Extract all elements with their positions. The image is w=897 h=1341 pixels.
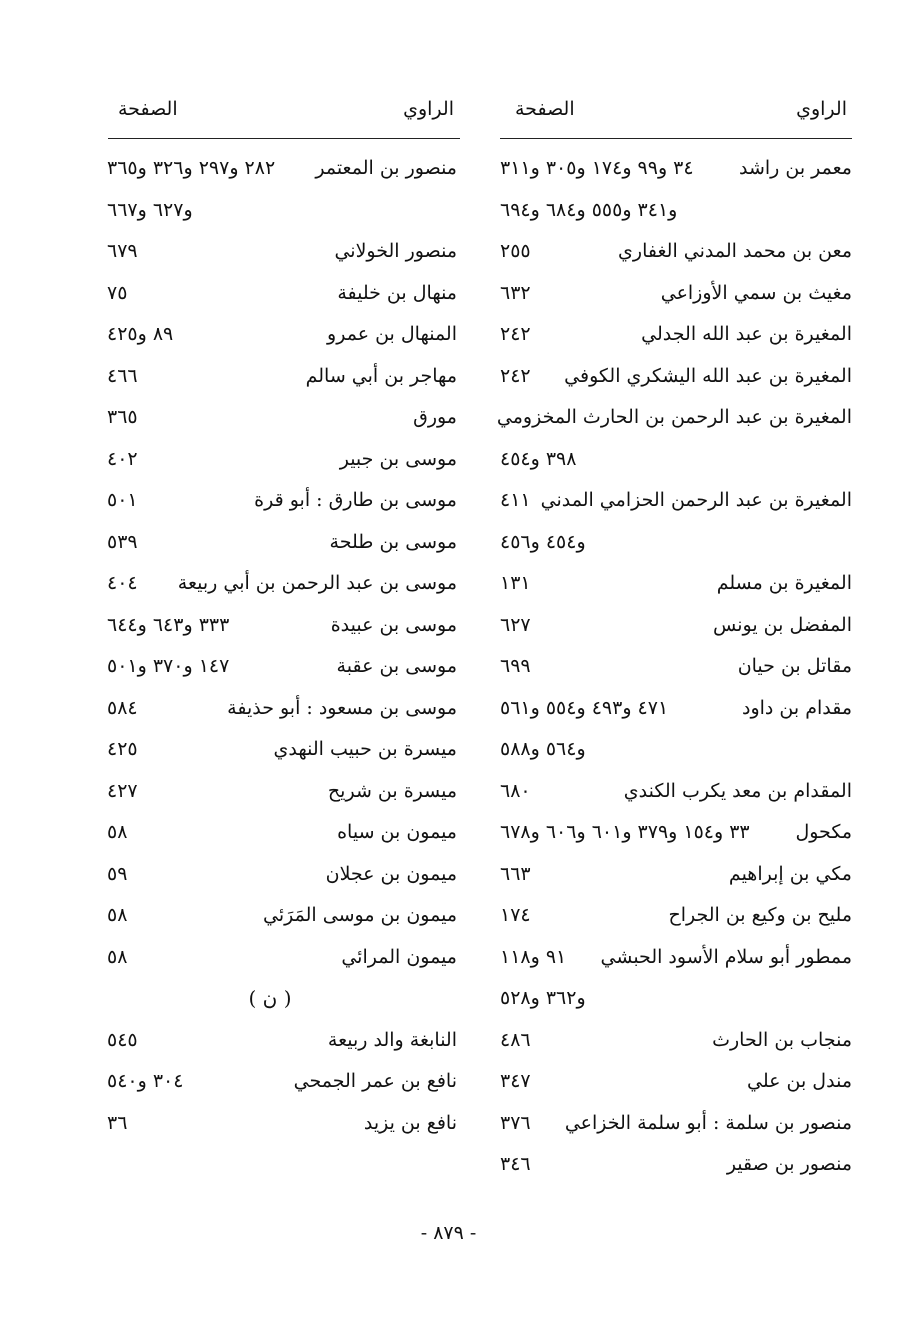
entry-pages: ٨٩ و٤٢٥: [107, 323, 174, 345]
narrator-name: ممطور أبو سلام الأسود الحبشي: [600, 945, 852, 968]
index-entry: [105, 192, 457, 228]
narrator-name: المغيرة بن مسلم: [716, 572, 852, 594]
entry-pages-continued: و٣٤١ و٥٥٥ و٦٨٤ و٦٩٤: [500, 198, 678, 221]
entry-pages: ٤١١: [500, 489, 531, 511]
narrator-name: المقدام بن معد يكرب الكندي: [623, 779, 852, 802]
entry-pages: ٧٥: [107, 281, 128, 304]
entry-pages-continued: و٤٥٤ و٤٥٦: [500, 530, 586, 553]
narrator-name: موسى بن عبد الرحمن بن أبي ربيعة: [177, 572, 457, 594]
index-entry: [105, 150, 457, 186]
index-entry: [105, 690, 457, 726]
index-entry: [495, 814, 852, 850]
entry-pages: ٤٠٤: [107, 572, 138, 594]
narrator-name: منجاب بن الحارث: [712, 1028, 852, 1051]
index-entry: [105, 648, 457, 684]
entry-pages: ٦٦٣: [500, 862, 531, 885]
narrator-name: منصور بن صقير: [726, 1153, 852, 1175]
narrator-name: منصور بن المعتمر: [315, 157, 457, 179]
header-narrator-right: الراوي: [796, 98, 847, 120]
index-entry: [495, 939, 852, 975]
entry-pages-continued: ٣٩٨ و٤٥٤: [500, 447, 577, 470]
narrator-name: المغيرة بن عبد الرحمن بن الحارث المخزومي: [496, 406, 852, 428]
entry-pages: ٣٣٣ و٦٤٣ و٦٤٤: [107, 613, 230, 636]
index-entry: [495, 524, 852, 560]
entry-pages: ٥٤٥: [107, 1028, 138, 1051]
index-entry: [105, 607, 457, 643]
entry-pages: ٤٧١ و٤٩٣ و٥٥٤ و٥٦١: [500, 696, 669, 719]
entry-pages: ٣٤٦: [500, 1153, 531, 1175]
narrator-name: المغيرة بن عبد الله الجدلي: [641, 323, 852, 345]
index-entry: [105, 1022, 457, 1058]
entry-pages: ٣٧٦: [500, 1111, 531, 1134]
narrator-name: مكحول: [795, 821, 852, 843]
entry-pages: ٣٠٤ و٥٤٠: [107, 1070, 184, 1092]
narrator-name: مكي بن إبراهيم: [728, 862, 852, 885]
index-entry: [495, 1105, 852, 1141]
index-entry: [495, 980, 852, 1016]
index-entry: [495, 731, 852, 767]
index-entry: [105, 939, 457, 975]
index-entry: [495, 233, 852, 269]
entry-pages-continued: و٦٢٧ و٦٦٧: [107, 198, 193, 221]
entry-pages: ٥٨: [107, 945, 128, 968]
entry-pages: ٦٧٩: [107, 240, 138, 262]
header-page-left: الصفحة: [118, 98, 178, 120]
narrator-name: موسى بن جبير: [339, 447, 457, 470]
entry-pages: ٣٣ و١٥٤ و٣٧٩ و٦٠١ و٦٠٦ و٦٧٨: [500, 821, 750, 843]
narrator-name: معمر بن راشد: [739, 157, 852, 179]
index-entry: [105, 897, 457, 933]
narrator-name: مليح بن وكيع بن الجراح: [668, 904, 852, 926]
narrator-name: نافع بن عمر الجمحي: [293, 1070, 457, 1092]
narrator-name: ميسرة بن شريح: [327, 779, 457, 802]
narrator-name: منصور الخولاني: [334, 240, 457, 262]
index-entry: [495, 897, 852, 933]
index-entry: [105, 275, 457, 311]
entry-pages: ٣٦٥: [107, 406, 138, 428]
narrator-name: موسى بن عقبة: [336, 655, 457, 677]
index-entry: [495, 1146, 852, 1182]
narrator-name: منصور بن سلمة : أبو سلمة الخزاعي: [564, 1111, 852, 1134]
narrator-name: المفضل بن يونس: [713, 613, 852, 636]
entry-pages: ٥٨: [107, 821, 128, 843]
index-entry: [105, 316, 457, 352]
index-entry: [495, 690, 852, 726]
entry-pages: ١٧٤: [500, 904, 531, 926]
index-entry: [495, 773, 852, 809]
entry-pages: ٤٢٥: [107, 738, 138, 760]
narrator-name: موسى بن مسعود : أبو حذيفة: [227, 696, 457, 719]
header-rule-left: [108, 138, 460, 139]
entry-pages: ١٣١: [500, 572, 531, 594]
narrator-name: ميمون بن سياه: [337, 821, 457, 843]
narrator-name: مهاجر بن أبي سالم: [305, 364, 457, 387]
narrator-name: موسى بن عبيدة: [330, 613, 457, 636]
narrator-name: موسى بن طارق : أبو قرة: [254, 489, 457, 511]
index-entry: [495, 1063, 852, 1099]
header-narrator-left: الراوي: [403, 98, 454, 120]
header-page-right: الصفحة: [515, 98, 575, 120]
entry-pages: ٢٤٢: [500, 323, 531, 345]
entry-pages: ٦٨٠: [500, 779, 531, 802]
narrator-name: ميمون بن موسى المَرَئي: [263, 904, 457, 926]
entry-pages: ٢٤٢: [500, 364, 531, 387]
narrator-name: مندل بن علي: [747, 1070, 852, 1092]
narrator-name: مغيث بن سمي الأوزاعي: [660, 281, 852, 304]
entry-pages: ٦٣٢: [500, 281, 531, 304]
index-entry: [105, 441, 457, 477]
index-entry: [105, 773, 457, 809]
index-entry: [105, 358, 457, 394]
index-entry: [105, 399, 457, 435]
entry-pages: ٦٩٩: [500, 655, 531, 677]
entry-pages: ٥٠١: [107, 489, 138, 511]
entry-pages: ٩١ و١١٨: [500, 945, 567, 968]
index-entry: [105, 1063, 457, 1099]
narrator-name: ميسرة بن حبيب النهدي: [273, 738, 457, 760]
entry-pages: ٢٨٢ و٢٩٧ و٣٢٦ و٣٦٥: [107, 157, 276, 179]
entry-pages: ٦٢٧: [500, 613, 531, 636]
narrator-name: مقدام بن داود: [741, 696, 852, 719]
index-entry: [105, 482, 457, 518]
entry-pages: ٥٨: [107, 904, 128, 926]
index-entry: [495, 150, 852, 186]
entry-pages: ٥٨٤: [107, 696, 138, 719]
narrator-name: معن بن محمد المدني الغفاري: [618, 240, 852, 262]
entry-pages: ٤٦٦: [107, 364, 138, 387]
index-entry: [105, 524, 457, 560]
index-entry: [495, 192, 852, 228]
entry-pages: ٥٩: [107, 862, 128, 885]
index-entry: [495, 607, 852, 643]
entry-pages: ١٤٧ و٣٧٠ و٥٠١: [107, 655, 230, 677]
header-rule-right: [500, 138, 852, 139]
index-entry: [105, 731, 457, 767]
index-entry: [105, 233, 457, 269]
index-entry: [105, 856, 457, 892]
entry-pages: ٣٤٧: [500, 1070, 531, 1092]
index-entry: [495, 275, 852, 311]
entry-pages: ٢٥٥: [500, 240, 531, 262]
entry-pages: ٤٢٧: [107, 779, 138, 802]
section-letter: ( ن ): [248, 986, 292, 1010]
index-entry: [495, 358, 852, 394]
narrator-name: مقاتل بن حيان: [737, 655, 852, 677]
right-column: [495, 150, 852, 1190]
index-entry: [495, 316, 852, 352]
entry-pages-continued: و٥٦٤ و٥٨٨: [500, 738, 586, 760]
entry-pages: ٣٤ و٩٩ و١٧٤ و٣٠٥ و٣١١: [500, 157, 694, 179]
narrator-name: موسى بن طلحة: [329, 530, 457, 553]
index-entry: [495, 399, 852, 435]
entry-pages: ٤٠٢: [107, 447, 138, 470]
index-entry: [105, 565, 457, 601]
entry-pages-continued: و٣٦٢ و٥٢٨: [500, 987, 586, 1009]
narrator-name: النابغة والد ربيعة: [327, 1028, 457, 1051]
left-column: [105, 150, 457, 1190]
index-entry: [105, 1105, 457, 1141]
page-number: - ٨٧٩ -: [420, 1222, 477, 1244]
index-entry: [495, 1022, 852, 1058]
index-entry: [105, 814, 457, 850]
narrator-name: مورق: [413, 406, 457, 428]
narrator-name: منهال بن خليفة: [337, 281, 457, 304]
index-entry: [495, 565, 852, 601]
entry-pages: ٤٨٦: [500, 1028, 531, 1051]
entry-pages: ٣٦: [107, 1111, 128, 1134]
index-entry: [495, 648, 852, 684]
narrator-name: المغيرة بن عبد الله اليشكري الكوفي: [564, 364, 852, 387]
narrator-name: المغيرة بن عبد الرحمن الحزامي المدني: [540, 489, 852, 511]
narrator-name: ميمون بن عجلان: [325, 862, 457, 885]
narrator-name: ميمون المرائي: [341, 945, 457, 968]
index-entry: [495, 856, 852, 892]
narrator-name: نافع بن يزيد: [363, 1111, 457, 1134]
entry-pages: ٥٣٩: [107, 530, 138, 553]
index-entry: [495, 482, 852, 518]
narrator-name: المنهال بن عمرو: [327, 323, 457, 345]
index-entry: [495, 441, 852, 477]
